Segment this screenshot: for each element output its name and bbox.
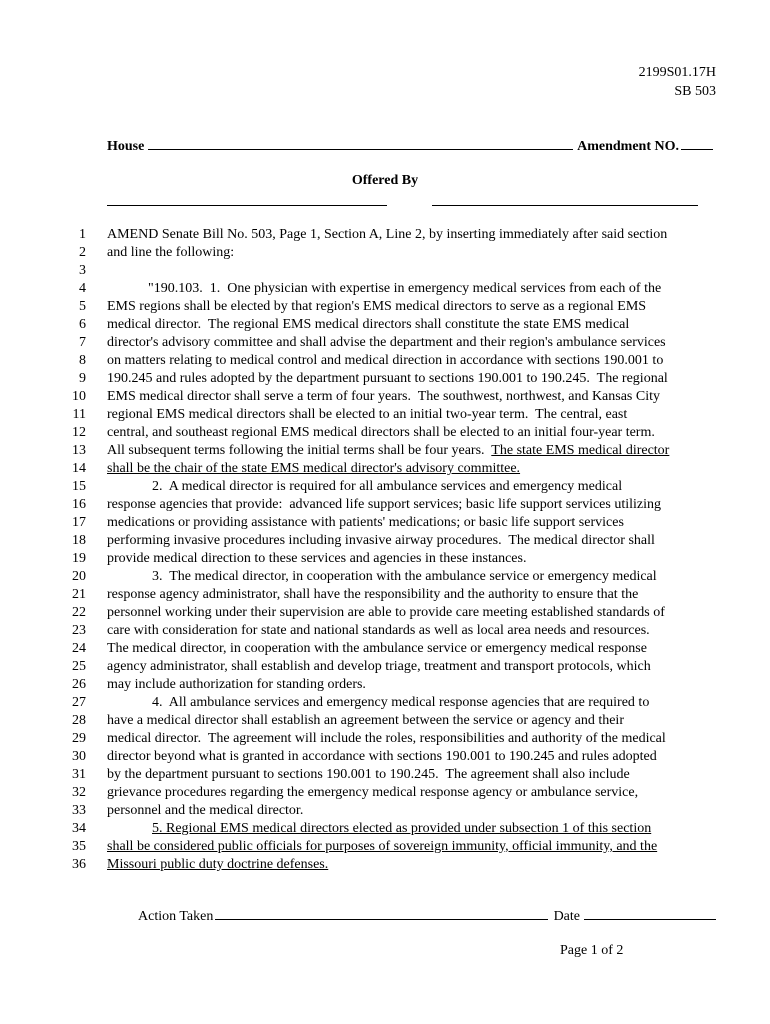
line-number: 17 (72, 515, 86, 530)
line-text (152, 694, 649, 712)
text-line (0, 334, 770, 352)
line-plain-text: EMS regions shall be elected by that region's EMS medical directors to serve as a regional EMS (107, 299, 647, 314)
line-plain-text: personnel and the medical director. (107, 803, 304, 818)
house-blank-line (148, 136, 573, 150)
line-plain-text: 4. All ambulance services and emergency medical response agencies that are required to (152, 695, 650, 710)
line-number: 4 (79, 281, 86, 296)
line-plain-text: EMS medical director shall serve a term of four years. The southwest, northwest, and Kansas City (107, 389, 660, 404)
line-number: 8 (79, 353, 86, 368)
line-plain-text: personnel working under their supervision are able to provide care meeting established standards of (107, 605, 665, 620)
line-text (152, 820, 651, 838)
line-plain-text: director beyond what is granted in accordance with sections 190.001 to 190.245 and rules adopted (107, 749, 657, 764)
line-text (107, 640, 647, 658)
line-number: 9 (79, 371, 86, 386)
line-text (107, 586, 638, 604)
line-text (107, 784, 638, 802)
line-text (107, 388, 660, 406)
text-line (0, 820, 770, 838)
line-number: 27 (72, 695, 86, 710)
line-number: 35 (72, 839, 86, 854)
text-line (0, 424, 770, 442)
text-line (0, 496, 770, 514)
line-underlined-text: The state EMS medical director (491, 443, 670, 458)
line-plain-text: grievance procedures regarding the emergency medical response agency or ambulance service, (107, 785, 639, 800)
line-number: 20 (72, 569, 86, 584)
line-number: 33 (72, 803, 86, 818)
line-number: 34 (72, 821, 86, 836)
line-text (107, 424, 655, 442)
line-plain-text: medications or providing assistance with patients' medications; or basic life support services (107, 515, 624, 530)
text-line (0, 460, 770, 478)
line-number: 7 (79, 335, 86, 350)
line-number: 13 (72, 443, 86, 458)
bill-number: SB 503 (674, 84, 716, 99)
date-blank (584, 906, 716, 920)
text-line (0, 298, 770, 316)
text-line (0, 244, 770, 262)
line-text (107, 298, 646, 316)
line-plain-text: 190.245 and rules adopted by the department pursuant to sections 190.001 to 190.245. The regional (107, 371, 668, 386)
house-label: House (107, 139, 145, 154)
line-plain-text: All subsequent terms following the initial terms shall be four years. (107, 443, 492, 458)
line-plain-text: medical director. The agreement will include the roles, responsibilities and authority of the medical (107, 731, 666, 746)
text-line (0, 226, 770, 244)
line-text (107, 532, 655, 550)
line-number: 22 (72, 605, 86, 620)
line-plain-text: response agency administrator, shall have the responsibility and the authority to ensure that the (107, 587, 639, 602)
line-text (107, 352, 663, 370)
line-underlined-text: Missouri public duty doctrine defenses. (107, 857, 329, 872)
text-line (0, 730, 770, 748)
amendment-number-blank (681, 136, 713, 150)
line-number: 1 (79, 227, 86, 242)
line-text (148, 280, 661, 298)
line-plain-text: and line the following: (107, 245, 235, 260)
line-text (107, 460, 520, 478)
text-line (0, 856, 770, 874)
date-label: Date (553, 909, 580, 924)
text-line (0, 280, 770, 298)
line-number: 28 (72, 713, 86, 728)
line-plain-text: provide medical direction to these services and agencies in these instances. (107, 551, 527, 566)
line-text (107, 712, 624, 730)
text-line (0, 604, 770, 622)
line-plain-text: director's advisory committee and shall advise the department and their region's ambulance services (107, 335, 666, 350)
line-underlined-text: shall be the chair of the state EMS medical director's advisory committee. (107, 461, 521, 476)
text-line (0, 532, 770, 550)
line-number: 32 (72, 785, 86, 800)
line-number: 25 (72, 659, 86, 674)
text-line (0, 802, 770, 820)
house-amendment-row (107, 136, 713, 155)
line-plain-text: agency administrator, shall establish and develop triage, treatment and transport protocols, which (107, 659, 651, 674)
line-number: 10 (72, 389, 86, 404)
line-underlined-text: 5. Regional EMS medical directors elected as provided under subsection 1 of this section (152, 821, 652, 836)
line-plain-text: response agencies that provide: advanced life support services; basic life support services utilizing (107, 497, 661, 512)
text-line (0, 352, 770, 370)
line-number: 11 (72, 407, 86, 422)
line-plain-text: AMEND Senate Bill No. 503, Page 1, Section A, Line 2, by inserting immediately after said section (107, 227, 668, 242)
text-line (0, 658, 770, 676)
text-line (0, 640, 770, 658)
action-taken-label: Action Taken (138, 909, 214, 924)
line-number: 23 (72, 623, 86, 638)
text-line (0, 550, 770, 568)
text-line (0, 766, 770, 784)
line-text (107, 226, 667, 244)
line-text (107, 658, 651, 676)
line-number: 14 (72, 461, 86, 476)
line-text (107, 370, 668, 388)
line-plain-text: may include authorization for standing orders. (107, 677, 366, 692)
line-text (152, 568, 657, 586)
text-line (0, 784, 770, 802)
text-line (0, 838, 770, 856)
line-text (107, 730, 666, 748)
line-number: 19 (72, 551, 86, 566)
text-line (0, 622, 770, 640)
line-text (107, 550, 526, 568)
line-text (107, 316, 629, 334)
line-text (107, 838, 657, 856)
page-number: Page 1 of 2 (560, 943, 624, 958)
line-plain-text: 2. A medical director is required for all ambulance services and emergency medical (152, 479, 623, 494)
line-number: 30 (72, 749, 86, 764)
line-number: 31 (72, 767, 86, 782)
line-text (107, 496, 661, 514)
text-line (0, 370, 770, 388)
line-number: 6 (79, 317, 86, 332)
line-plain-text: 3. The medical director, in cooperation with the ambulance service or emergency medical (152, 569, 657, 584)
text-line (0, 406, 770, 424)
line-number: 5 (79, 299, 86, 314)
line-number: 36 (72, 857, 86, 872)
line-number: 18 (72, 533, 86, 548)
text-line (0, 568, 770, 586)
text-line (0, 712, 770, 730)
line-plain-text: medical director. The regional EMS medical directors shall constitute the state EMS medical (107, 317, 630, 332)
line-plain-text: by the department pursuant to sections 190.001 to 190.245. The agreement shall also include (107, 767, 630, 782)
text-line (0, 514, 770, 532)
line-number: 24 (72, 641, 86, 656)
amendment-label: Amendment NO. (577, 139, 679, 154)
line-text (107, 766, 630, 784)
line-text (107, 802, 303, 820)
text-line (0, 694, 770, 712)
line-plain-text: have a medical director shall establish an agreement between the service or agency and their (107, 713, 624, 728)
text-line (0, 676, 770, 694)
line-plain-text: care with consideration for state and national standards as well as local area needs and resources. (107, 623, 650, 638)
offered-by-label: Offered By (351, 173, 419, 188)
line-number: 15 (72, 479, 86, 494)
line-underlined-text: shall be considered public officials for purposes of sovereign immunity, official immunity, and the (107, 839, 658, 854)
text-line (0, 316, 770, 334)
line-plain-text: "190.103. 1. One physician with expertise in emergency medical services from each of the (148, 281, 662, 296)
line-text (107, 442, 669, 460)
action-taken-blank (215, 906, 547, 920)
line-number: 3 (79, 263, 86, 278)
line-number: 2 (79, 245, 86, 260)
text-line (0, 478, 770, 496)
line-number: 21 (72, 587, 86, 602)
line-plain-text: central, and southeast regional EMS medical directors shall be elected to an initial four-year term. (107, 425, 655, 440)
text-line (0, 262, 770, 280)
line-text (107, 406, 627, 424)
line-plain-text: on matters relating to medical control and medical direction in accordance with sections 190.001 to (107, 353, 664, 368)
text-line (0, 586, 770, 604)
line-number: 16 (72, 497, 86, 512)
line-text (107, 244, 234, 262)
line-plain-text: The medical director, in cooperation with the ambulance service or emergency medical response (107, 641, 647, 656)
text-line (0, 442, 770, 460)
action-taken-row (138, 906, 716, 925)
line-text (107, 334, 666, 352)
line-number: 12 (72, 425, 86, 440)
line-text (107, 676, 366, 694)
line-number: 26 (72, 677, 86, 692)
offered-by-signature-line-2 (432, 205, 698, 206)
line-text (107, 514, 624, 532)
line-text (107, 748, 657, 766)
line-plain-text: performing invasive procedures including invasive airway procedures. The medical director shall (107, 533, 655, 548)
offered-by-signature-line-1 (107, 205, 387, 206)
line-text (107, 622, 650, 640)
line-text (107, 856, 328, 874)
line-text (152, 478, 622, 496)
amendment-text-body (0, 226, 770, 874)
line-number: 29 (72, 731, 86, 746)
reference-code: 2199S01.17H (638, 65, 716, 80)
line-plain-text: regional EMS medical directors shall be elected to an initial two-year term. The central, east (107, 407, 628, 422)
line-text (107, 604, 665, 622)
text-line (0, 388, 770, 406)
text-line (0, 748, 770, 766)
